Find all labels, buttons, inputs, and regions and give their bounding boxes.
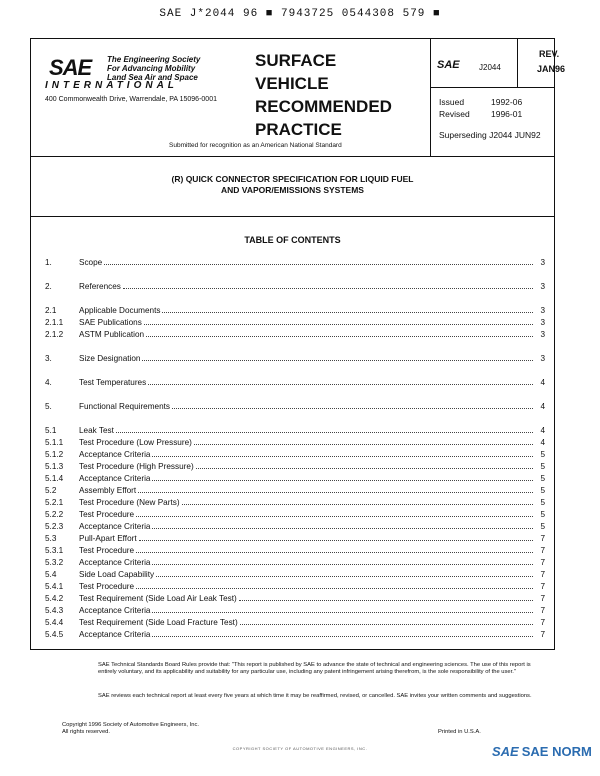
toc-number: 5.1.1 — [45, 438, 64, 447]
toc-row — [45, 437, 545, 448]
toc-row — [45, 425, 545, 436]
toc-row — [45, 557, 545, 568]
org-block — [31, 39, 241, 156]
toc-leader-dots — [104, 257, 533, 265]
toc-row — [45, 497, 545, 508]
toc-title: References — [79, 282, 121, 291]
superseding: Superseding J2044 JUN92 — [439, 130, 541, 140]
toc-leader-dots — [139, 533, 533, 541]
toc-page: 7 — [540, 630, 545, 639]
toc-title: Functional Requirements — [79, 402, 171, 411]
toc-page: 3 — [540, 330, 545, 339]
toc-row — [45, 353, 545, 364]
toc-row — [45, 569, 545, 580]
toc-page: 4 — [540, 378, 545, 387]
toc-title: Test Temperatures — [79, 378, 147, 387]
toc-row — [45, 461, 545, 472]
address: 400 Commonwealth Drive, Warrendale, PA 15096-0001 — [45, 96, 217, 103]
toc-title: Acceptance Criteria — [79, 474, 151, 483]
toc-leader-dots — [152, 449, 533, 457]
toc-title: Test Procedure (Low Pressure) — [79, 438, 192, 447]
sae-logo: SAE — [49, 55, 92, 80]
document-title: (R) QUICK CONNECTOR SPECIFICATION FOR LIQUID FUEL AND VAPOR/EMISSIONS SYSTEMS — [31, 156, 554, 217]
toc-title: Acceptance Criteria — [79, 450, 151, 459]
toc-page: 4 — [540, 438, 545, 447]
watermark-text: SAE NORM — [521, 744, 592, 759]
toc-leader-dots — [146, 329, 533, 337]
toc-number: 5.4.5 — [45, 630, 64, 639]
watermark-logo: SAE — [492, 744, 519, 759]
toc-title: Test Procedure — [79, 510, 135, 519]
toc-title: Scope — [79, 258, 103, 267]
document-frame — [30, 38, 566, 650]
revised-value: 1996-01 — [491, 109, 523, 119]
toc-number: 2.1.2 — [45, 330, 64, 339]
toc-page: 4 — [540, 402, 545, 411]
toc-page: 7 — [540, 606, 545, 615]
toc-number: 3. — [45, 354, 52, 363]
submitted-note: Submitted for recognition as an American National Standard — [169, 142, 342, 149]
toc-number: 2. — [45, 282, 52, 291]
doc-type: SURFACE VEHICLE RECOMMENDED PRACTICE — [255, 51, 392, 139]
toc-number: 5.3.1 — [45, 546, 64, 555]
toc-row — [45, 545, 545, 556]
toc-row — [45, 377, 545, 388]
toc-number: 5.3.2 — [45, 558, 64, 567]
toc-leader-dots — [196, 461, 533, 469]
toc-page: 7 — [540, 546, 545, 555]
toc-title: Side Load Capability — [79, 570, 155, 579]
doc-sae-mark: SAE — [437, 59, 460, 71]
toc-number: 5.4 — [45, 570, 57, 579]
toc-title: Pull-Apart Effort — [79, 534, 137, 543]
toc-leader-dots — [136, 581, 533, 589]
toc-number: 5.4.2 — [45, 594, 64, 603]
toc-row — [45, 473, 545, 484]
toc-title: Applicable Documents — [79, 306, 161, 315]
toc-number: 5.2.2 — [45, 510, 64, 519]
toc-leader-dots — [194, 437, 533, 445]
toc-number: 5.2 — [45, 486, 57, 495]
toc-leader-dots — [152, 605, 533, 613]
toc-number: 5.2.1 — [45, 498, 64, 507]
toc-number: 2.1.1 — [45, 318, 64, 327]
toc-number: 5.1.4 — [45, 474, 64, 483]
toc-heading: TABLE OF CONTENTS — [244, 235, 341, 245]
toc-page: 5 — [540, 462, 545, 471]
toc-page: 3 — [540, 306, 545, 315]
toc-row — [45, 629, 545, 640]
toc-page: 7 — [540, 618, 545, 627]
rev-value: JAN96 — [537, 64, 566, 74]
toc-number: 4. — [45, 378, 52, 387]
toc-title: Test Procedure (New Parts) — [79, 498, 180, 507]
issued-label: Issued — [439, 97, 465, 107]
toc-leader-dots — [152, 473, 533, 481]
doc-id-box — [431, 39, 566, 88]
toc-leader-dots — [144, 317, 533, 325]
toc-row — [45, 257, 545, 268]
toc-row — [45, 281, 545, 292]
toc-row — [45, 593, 545, 604]
toc-leader-dots — [152, 629, 533, 637]
toc-number: 5.4.4 — [45, 618, 64, 627]
toc-title: Acceptance Criteria — [79, 630, 151, 639]
sae-norm-watermark — [492, 744, 592, 759]
printed-in: Printed in U.S.A. — [438, 729, 481, 735]
toc-row — [45, 401, 545, 412]
toc-number: 5.1.3 — [45, 462, 64, 471]
toc-row — [45, 605, 545, 616]
doc-type-block — [241, 39, 430, 156]
toc-leader-dots — [240, 617, 533, 625]
tsb-rules-note: SAE Technical Standards Board Rules provide that: "This report is published by SAE to advance the state of technical and engineering sciences. The use of this report is entirely voluntary, and its applicability and suitability for any particular use, including any patent infringement arising therefrom, is the sole responsibility of the user." — [98, 662, 531, 675]
toc-title: Leak Test — [79, 426, 114, 435]
toc-leader-dots — [142, 353, 533, 361]
toc-page: 5 — [540, 510, 545, 519]
toc-row — [45, 509, 545, 520]
toc-leader-dots — [152, 521, 533, 529]
toc-title: Test Procedure — [79, 582, 135, 591]
toc-title: Acceptance Criteria — [79, 522, 151, 531]
toc-page: 3 — [540, 282, 545, 291]
toc-number: 5.1.2 — [45, 450, 64, 459]
toc-leader-dots — [136, 509, 533, 517]
barcode-line: SAE J*2044 96 ■ 7943725 0544308 579 ■ — [159, 8, 441, 20]
toc-page: 7 — [540, 594, 545, 603]
toc-title: Acceptance Criteria — [79, 558, 151, 567]
toc-title: Test Procedure (High Pressure) — [79, 462, 194, 471]
toc-number: 5.1 — [45, 426, 57, 435]
footer-copyright-line: COPYRIGHT SOCIETY OF AUTOMOTIVE ENGINEERS, INC. — [232, 746, 368, 751]
toc-leader-dots — [138, 485, 533, 493]
toc-leader-dots — [116, 425, 533, 433]
toc-title: Acceptance Criteria — [79, 606, 151, 615]
rev-divider — [517, 39, 518, 87]
toc-title: Test Procedure — [79, 546, 135, 555]
toc-leader-dots — [182, 497, 533, 505]
toc-leader-dots — [239, 593, 533, 601]
toc-number: 2.1 — [45, 306, 57, 315]
toc-row — [45, 485, 545, 496]
toc-leader-dots — [156, 569, 533, 577]
toc-row — [45, 317, 545, 328]
toc-row — [45, 449, 545, 460]
toc-page: 3 — [540, 258, 545, 267]
toc-leader-dots — [136, 545, 533, 553]
toc-title: ASTM Publication — [79, 330, 145, 339]
toc-page: 7 — [540, 570, 545, 579]
toc-leader-dots — [152, 557, 533, 565]
toc-title: Assembly Effort — [79, 486, 137, 495]
toc-page: 3 — [540, 354, 545, 363]
toc-number: 5.4.3 — [45, 606, 64, 615]
toc-page: 5 — [540, 522, 545, 531]
toc-leader-dots — [172, 401, 533, 409]
toc-leader-dots — [162, 305, 533, 313]
toc-page: 4 — [540, 426, 545, 435]
toc-page: 5 — [540, 486, 545, 495]
issued-value: 1992-06 — [491, 97, 523, 107]
toc-title: Size Designation — [79, 354, 141, 363]
toc-page: 5 — [540, 450, 545, 459]
toc-title: SAE Publications — [79, 318, 142, 327]
header — [31, 39, 566, 157]
society-text: The Engineering Society For Advancing Mobility Land Sea Air and Space — [107, 55, 201, 82]
toc-page: 5 — [540, 498, 545, 507]
toc-title: Test Requirement (Side Load Fracture Test) — [79, 618, 238, 627]
toc-row — [45, 617, 545, 628]
toc-title: Test Requirement (Side Load Air Leak Test) — [79, 594, 237, 603]
international-label: INTERNATIONAL — [45, 80, 178, 91]
toc-number: 5.3 — [45, 534, 57, 543]
toc-row — [45, 581, 545, 592]
toc-row — [45, 521, 545, 532]
doc-info-block — [430, 39, 566, 156]
review-note: SAE reviews each technical report at least every five years at which time it may be reaffirmed, revised, or cancelled. SAE invites your written comments and suggestions. — [98, 693, 532, 699]
toc-row — [45, 533, 545, 544]
toc-page: 3 — [540, 318, 545, 327]
rev-label: REV. — [539, 49, 560, 59]
toc-page: 7 — [540, 534, 545, 543]
toc-leader-dots — [123, 281, 533, 289]
toc-number: 5.2.3 — [45, 522, 64, 531]
toc-number: 1. — [45, 258, 52, 267]
toc-page: 7 — [540, 582, 545, 591]
copyright: Copyright 1996 Society of Automotive Engineers, Inc. All rights reserved. — [62, 722, 199, 735]
doc-number: J2044 — [479, 63, 501, 72]
toc-page: 5 — [540, 474, 545, 483]
revised-label: Revised — [439, 109, 470, 119]
toc-number: 5. — [45, 402, 52, 411]
toc-row — [45, 329, 545, 340]
toc-row — [45, 305, 545, 316]
toc-leader-dots — [148, 377, 533, 385]
toc-page: 7 — [540, 558, 545, 567]
toc-number: 5.4.1 — [45, 582, 64, 591]
